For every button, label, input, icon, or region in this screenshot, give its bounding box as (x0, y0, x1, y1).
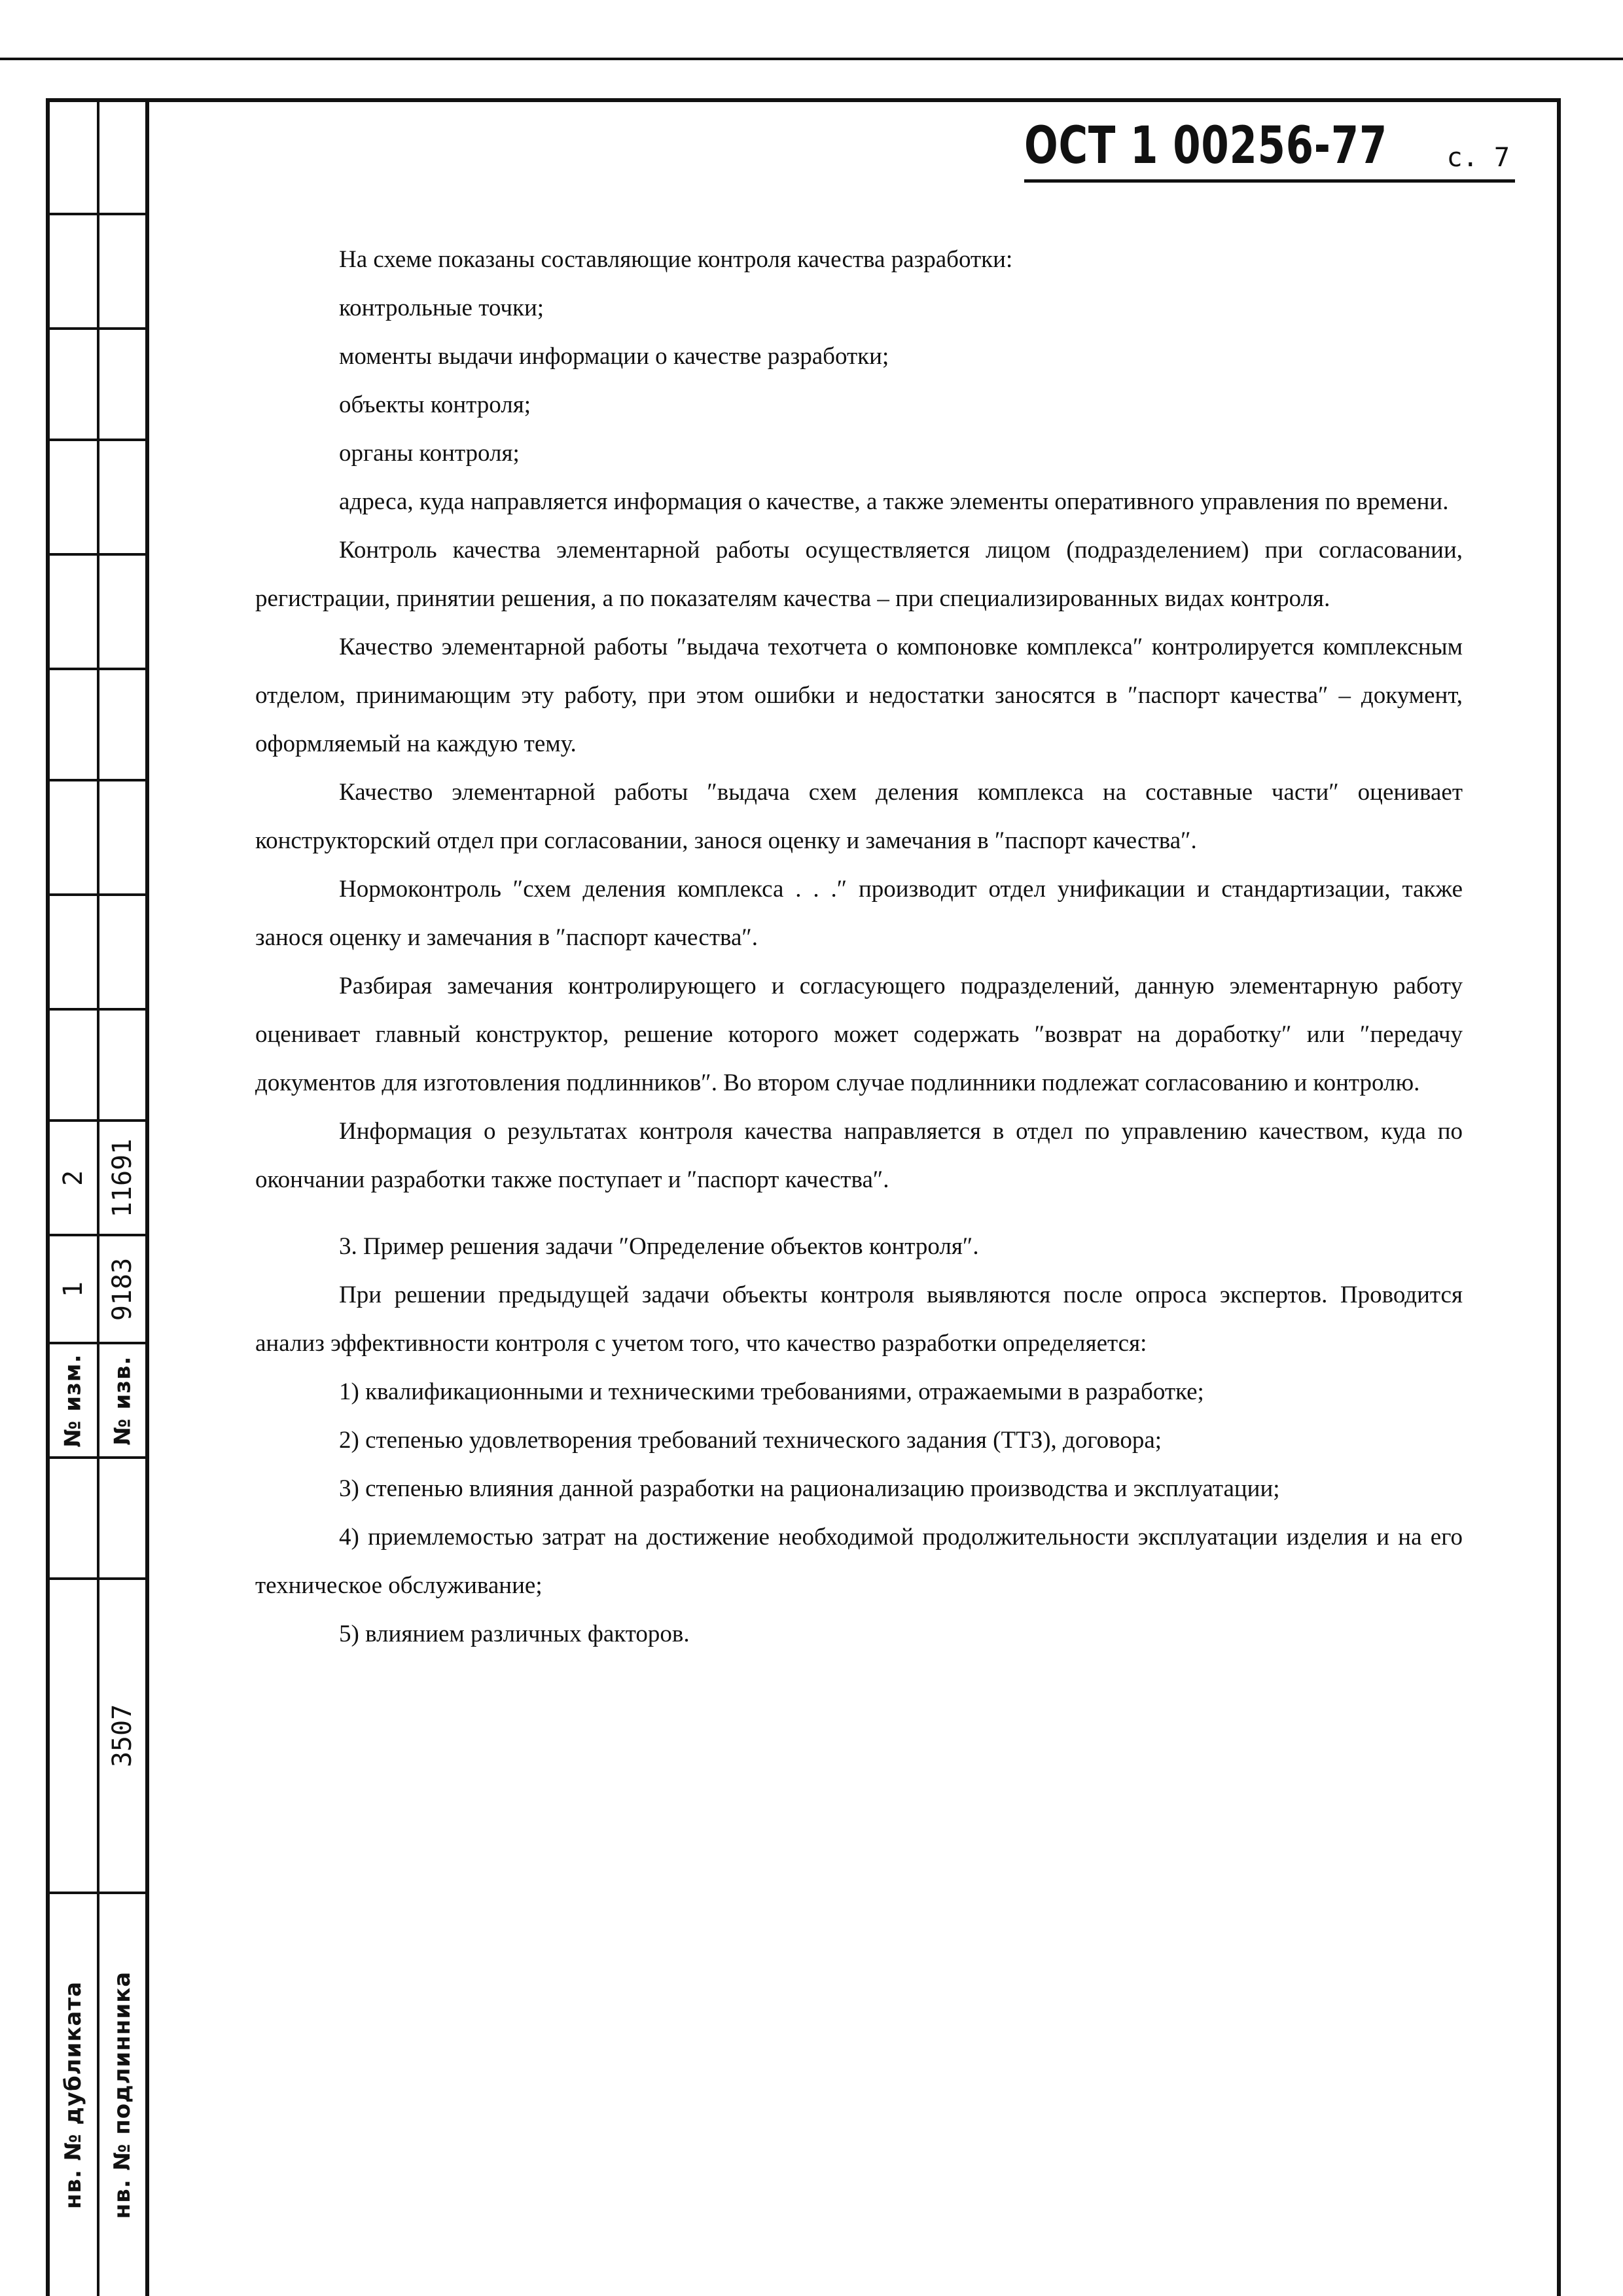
paragraph: Контроль качества элементарной работы осуществляется лицом (подразделением) при согласовании, регистрации, принятии решения, а по показателям качества – при специализированных видах контроля. (255, 537, 1463, 612)
list-item: органы контроля; (339, 440, 520, 467)
margin-divider (46, 553, 149, 556)
list-item: объекты контроля; (339, 391, 531, 418)
numbered-item: 3) степенью влияния данной разработки на рационализацию производства и эксплуатации; (339, 1475, 1280, 1502)
original-number-cell (99, 1580, 145, 1892)
paragraph: На схеме показаны составляющие контроля качества разработки: (339, 246, 1013, 273)
top-scan-rule (0, 58, 1623, 60)
margin-divider (46, 1008, 149, 1011)
list-item: контрольные точки; (339, 295, 544, 321)
paragraph: Разбирая замечания контролирующего и согласующего подразделений, данную элементарную работу оценивает главный конструктор, решение которого может содержать ″возврат на доработку″ или ″передачу документов для изготовления подлинников″. Во втором случае подлинники подлежат согласованию и контролю. (255, 973, 1463, 1096)
notice-value-cell (99, 1236, 145, 1342)
body-text (255, 236, 1463, 1659)
original-number: 3507 (107, 1704, 138, 1768)
margin-divider (46, 779, 149, 781)
list-item: моменты выдачи информации о качестве разработки; (339, 343, 889, 370)
paragraph: Нормоконтроль ″схем деления комплекса . . .″ производит отдел унификации и стандартизации, также занося оценку и замечания в ″паспорт качества″. (255, 876, 1463, 951)
paragraph: адреса, куда направляется информация о качестве, а также элементы оперативного управления по времени. (339, 488, 1449, 515)
section-heading: 3. Пример решения задачи ″Определение объектов контроля″. (339, 1233, 979, 1260)
revision-value-cell (50, 1122, 97, 1234)
document-header (1024, 117, 1515, 183)
numbered-item: 1) квалификационными и техническими требованиями, отражаемыми в разработке; (339, 1378, 1204, 1405)
paragraph: При решении предыдущей задачи объекты контроля выявляются после опроса экспертов. Проводится анализ эффективности контроля с учетом того, что качество разработки определяется: (255, 1282, 1463, 1357)
paragraph: Качество элементарной работы ″выдача техотчета о компоновке комплекса″ контролируется комплексным отделом, принимающим эту работу, при этом ошибки и недостатки заносятся в ″паспорт качества″ – документ, оформляемый на каждую тему. (255, 634, 1463, 757)
notice-value-1: 9183 (107, 1257, 138, 1321)
duplicate-label-cell (50, 1894, 97, 2296)
revision-value-2: 2 (58, 1170, 88, 1186)
numbered-item: 5) влиянием различных факторов. (339, 1621, 690, 1647)
revision-label-cell (50, 1344, 97, 1456)
numbered-item: 2) степенью удовлетворения требований технического задания (ТТЗ), договора; (339, 1427, 1162, 1454)
margin-divider (46, 439, 149, 441)
document-code: ОСТ 1 00256-77 (1024, 117, 1388, 175)
paragraph: Информация о результатах контроля качества направляется в отдел по управлению качеством, куда по окончании разработки также поступает и ″паспорт качества″. (255, 1118, 1463, 1193)
duplicate-label: нв. № дубликата (60, 1981, 87, 2210)
original-label-cell (99, 1894, 145, 2296)
page-number: с. 7 (1446, 143, 1510, 173)
margin-divider (46, 213, 149, 215)
revision-value-cell (50, 1236, 97, 1342)
notice-label: № изв. (109, 1355, 136, 1445)
margin-divider (46, 1456, 149, 1459)
margin-divider (46, 327, 149, 330)
notice-label-cell (99, 1344, 145, 1456)
margin-inner-line (145, 98, 149, 2296)
margin-divider (46, 668, 149, 670)
margin-divider (46, 893, 149, 896)
notice-value-cell (99, 1122, 145, 1234)
numbered-item: 4) приемлемостью затрат на достижение необходимой продолжительности эксплуатации изделия и на его техническое обслуживание; (255, 1524, 1463, 1599)
notice-value-2: 11691 (107, 1138, 138, 1217)
revision-label: № изм. (60, 1353, 86, 1448)
paragraph: Качество элементарной работы ″выдача схем деления комплекса на составные части″ оценивает конструкторский отдел при согласовании, занося оценку и замечания в ″паспорт качества″. (255, 779, 1463, 854)
original-label: нв. № подлинника (109, 1971, 135, 2219)
revision-value-1: 1 (58, 1281, 88, 1297)
